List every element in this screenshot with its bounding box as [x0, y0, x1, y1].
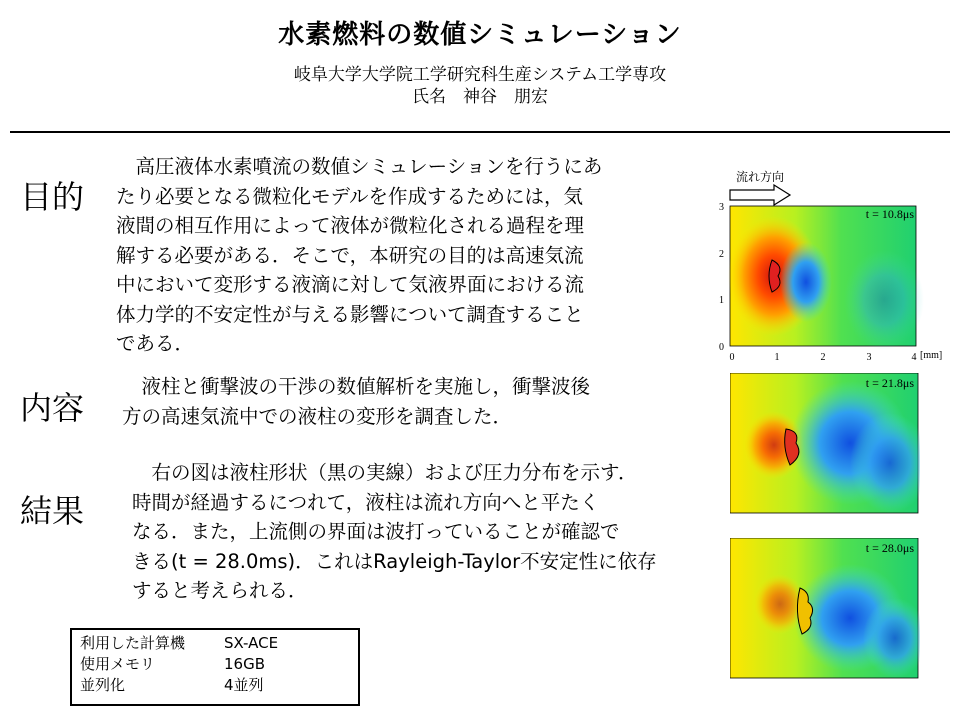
- content-line: 方の高速気流中での液柱の変形を調査した．: [122, 404, 513, 428]
- x-tick: 3: [866, 352, 872, 363]
- info-row: [80, 633, 350, 654]
- simulation-panel: [730, 538, 920, 680]
- simulation-panel: [730, 373, 920, 515]
- results-line: 時間が経過するにつれて，液柱は流れ方向へと平たく: [132, 490, 600, 514]
- x-axis-ticks: [730, 352, 917, 363]
- content-text: [122, 372, 702, 431]
- time-label: t = 10.8μs: [865, 207, 914, 221]
- purpose-heading: 目的: [20, 178, 85, 216]
- info-label: 利用した計算機: [80, 634, 186, 652]
- content-heading: 内容: [20, 389, 85, 427]
- y-tick: 2: [719, 249, 724, 260]
- info-label: 並列化: [80, 676, 126, 694]
- axis-unit: [mm]: [920, 350, 943, 361]
- results-line: なる．また，上流側の界面は波打っていることが確認で: [132, 520, 620, 543]
- header-divider: [10, 131, 950, 133]
- info-label: 使用メモリ: [80, 655, 156, 673]
- purpose-line: 体力学的不安定性が与える影響について調査すること: [116, 302, 584, 326]
- simulation-panel: [714, 200, 954, 366]
- affiliation: 岐阜大学大学院工学研究科生産システム工学専攻: [293, 65, 667, 85]
- info-value: 16GB: [224, 655, 266, 673]
- purpose-line: たり必要となる微粒化モデルを作成するためには，気: [116, 184, 584, 208]
- x-tick: 0: [729, 352, 735, 363]
- author-name: 氏名 神谷 朋宏: [412, 87, 548, 107]
- x-tick: 1: [774, 352, 780, 363]
- info-row: [80, 675, 350, 696]
- results-heading: 結果: [20, 492, 85, 530]
- info-row: [80, 654, 350, 675]
- purpose-line: 高圧液体水素噴流の数値シミュレーションを行うにあ: [116, 155, 603, 178]
- purpose-line: 中において変形する液滴に対して気液界面における流: [116, 273, 585, 296]
- purpose-line: 解する必要がある．そこで，本研究の目的は高速気流: [116, 243, 584, 267]
- purpose-text: [116, 152, 696, 359]
- purpose-line: 液間の相互作用によって液体が微粒化される過程を理: [116, 214, 585, 237]
- results-line: 右の図は液柱形状（黒の実線）および圧力分布を示す．: [132, 461, 638, 484]
- time-label: t = 28.0μs: [865, 541, 914, 555]
- x-tick: 2: [820, 352, 826, 363]
- liquid-column-shape: [769, 260, 780, 292]
- content-line: 液柱と衝撃波の干渉の数値解析を実施し，衝撃波後: [122, 375, 591, 398]
- info-value: SX-ACE: [224, 634, 279, 652]
- y-axis-ticks: [719, 202, 724, 353]
- results-line: すると考えられる．: [132, 579, 308, 602]
- results-text: [132, 458, 712, 606]
- info-value: 4並列: [224, 676, 264, 694]
- flow-direction-label: 流れ方向: [736, 170, 785, 184]
- purpose-line: である．: [116, 332, 195, 355]
- y-tick: 1: [719, 295, 724, 306]
- y-tick: 0: [719, 342, 724, 353]
- affiliation-block: [0, 64, 960, 108]
- results-line: きる(t = 28.0ms)．これはRayleigh-Taylor不安定性に依存: [132, 549, 657, 573]
- computer-info-box: [70, 628, 360, 706]
- page-title: 水素燃料の数値シミュレーション: [278, 20, 682, 50]
- x-tick: 4: [911, 352, 917, 363]
- time-label: t = 21.8μs: [865, 376, 914, 390]
- y-tick: 3: [719, 202, 724, 213]
